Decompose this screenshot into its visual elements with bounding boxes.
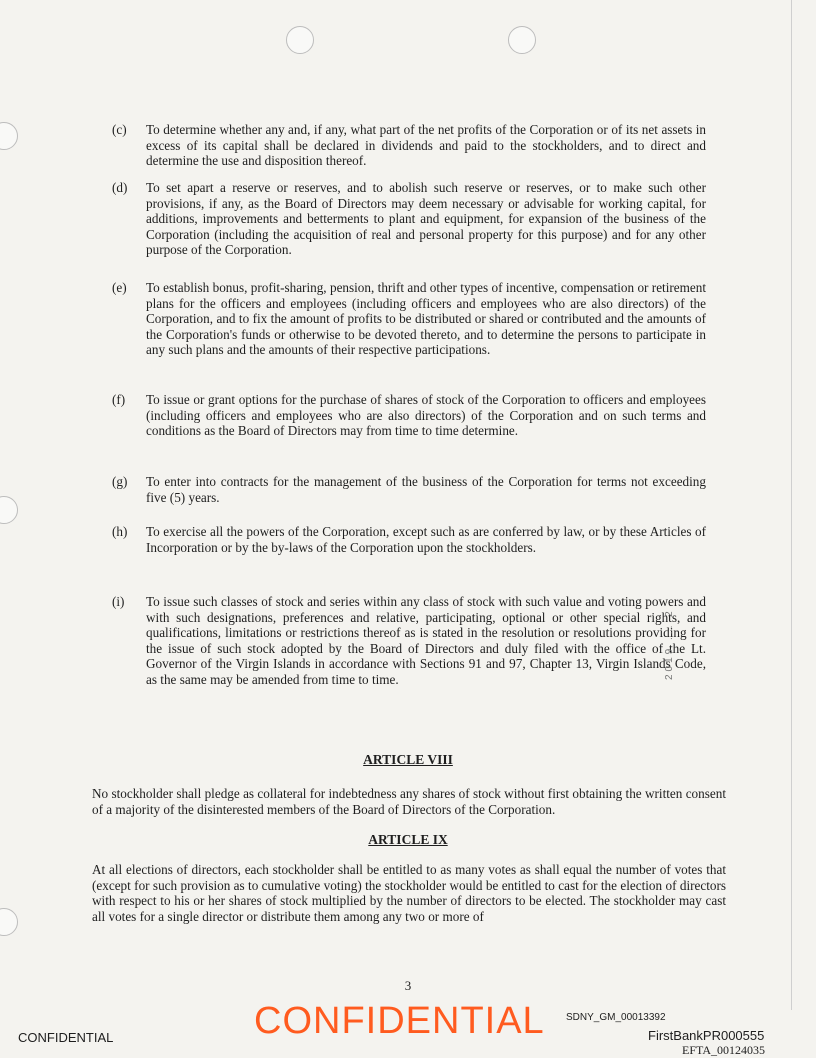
clause-text: To determine whether any and, if any, what part of the net profits of the Corporation or of its net assets in excess of its capital shall be declared in dividends and paid to the stockholders, and to direct and determine the use and disposition thereof. xyxy=(146,122,706,169)
clause-text: To exercise all the powers of the Corporation, except such as are conferred by law, or by these Articles of Incorporation or by the by-laws of the Corporation upon the stockholders. xyxy=(146,524,706,555)
clause-label: (g) xyxy=(112,474,128,489)
clause-label: (c) xyxy=(112,122,127,137)
clause-f xyxy=(112,392,706,439)
clause-label: (e) xyxy=(112,280,127,295)
clause-text: To set apart a reserve or reserves, and to abolish such reserve or reserves, or to make such other provisions, if any, as the Board of Directors may deem necessary or advisable for working capital, for additions, improvements and betterments to plant and equipment, for expansion of the business of the Corporation (including the acquisition of real and personal property for this purpose) and for any other purpose of the Corporation. xyxy=(146,180,706,258)
confidential-label-left: CONFIDENTIAL xyxy=(18,1030,114,1045)
clause-text: To enter into contracts for the management of the business of the Corporation for terms not exceeding five (5) years. xyxy=(146,474,706,505)
punch-hole-icon xyxy=(0,908,18,936)
punch-hole-icon xyxy=(508,26,536,54)
received-stamp: 2019 ... 2 xyxy=(664,608,675,680)
article-8-heading: ARTICLE VIII xyxy=(363,752,453,767)
efta-number: EFTA_00124035 xyxy=(682,1043,766,1057)
clause-c xyxy=(112,122,706,169)
clause-label: (f) xyxy=(112,392,126,407)
sdny-bates-number: SDNY_GM_00013392 xyxy=(566,1012,666,1023)
article-9-heading: ARTICLE IX xyxy=(368,832,448,847)
clause-text: To issue or grant options for the purchase of shares of stock of the Corporation to officers and employees (including officers and employees who are also directors) of the Corporation and on such terms and conditions as the Board of Directors may from time to time determine. xyxy=(146,392,706,439)
clause-g xyxy=(112,474,706,505)
punch-hole-icon xyxy=(0,122,18,150)
scan-edge-line xyxy=(791,0,792,1010)
clause-e xyxy=(112,280,706,358)
article-8-text: No stockholder shall pledge as collateral for indebtedness any shares of stock without first obtaining the written consent of a majority of the disinterested members of the Board of Directors of the Corporation. xyxy=(92,786,726,817)
clause-label: (d) xyxy=(112,180,128,195)
firstbank-bates-number: FirstBankPR000555 xyxy=(648,1028,765,1043)
article-9-text: At all elections of directors, each stockholder shall be entitled to as many votes as shall equal the number of votes that (except for such provision as to cumulative voting) the stockholder would be entitled to cast for the election of directors with respect to his or her shares of stock multiplied by the number of directors to be elected. The stockholder may cast all votes for a single director or distribute them among any two or more of xyxy=(92,862,726,924)
punch-hole-icon xyxy=(0,496,18,524)
confidential-watermark: CONFIDENTIAL xyxy=(254,1000,545,1042)
clause-label: (h) xyxy=(112,524,128,539)
clause-i xyxy=(112,594,706,688)
page-number: 3 xyxy=(404,978,412,993)
clause-d xyxy=(112,180,706,258)
punch-hole-icon xyxy=(286,26,314,54)
clause-label: (i) xyxy=(112,594,125,609)
clause-text: To establish bonus, profit-sharing, pension, thrift and other types of incentive, compensation or retirement plans for the officers and employees (including officers and employees who are also directors) of the Corporation, and to fix the amount of profits to be distributed or shared or contributed and the amounts of the Corporation's funds or otherwise to be devoted thereto, and to determine the persons to participate in any such plans and the amounts of their respective participations. xyxy=(146,280,706,358)
clause-h xyxy=(112,524,706,555)
clause-text: To issue such classes of stock and series within any class of stock with such value and voting powers and with such designations, preferences and relative, participating, optional or other special rights, and qualifications, limitations or restrictions thereof as is stated in the resolution or resolutions providing for the issue of such stock adopted by the Board of Directors and duly filed with the office of the Lt. Governor of the Virgin Islands in accordance with Sections 91 and 97, Chapter 13, Virgin Islands Code, as the same may be amended from time to time. xyxy=(146,594,706,687)
